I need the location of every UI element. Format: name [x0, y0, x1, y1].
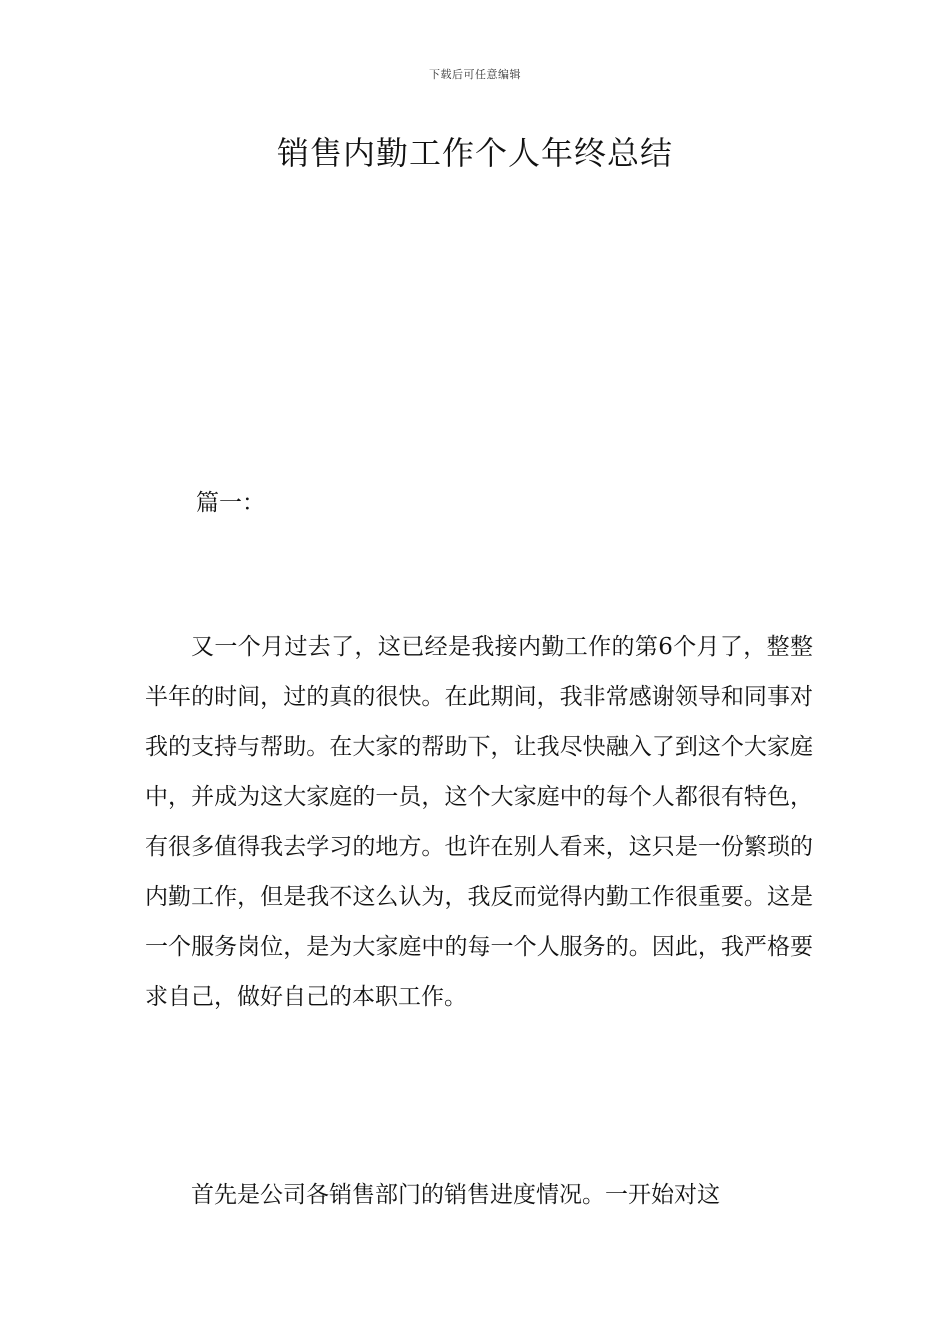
header-note: 下载后可任意编辑 — [429, 68, 521, 81]
section-heading: 篇一： — [196, 490, 265, 516]
document-title: 销售内勤工作个人年终总结 — [276, 134, 673, 172]
paragraph-2: 首先是公司各销售部门的销售进度情况。一开始对这 — [191, 1182, 720, 1208]
paragraph-1: 又一个月过去了，这已经是我接内勤工作的第6个月了，整整半年的时间，过的真的很快。在此期间，我非常感谢领导和同事对我的支持与帮助。在大家的帮助下，让我尽快融入了到这个大家庭中，并成为这大家庭的一员，这个大家庭中的每个人都很有特色，有很多值得我去学习的地方。也许在别人看来，这只是一份繁琐的内勤工作，但是我不这么认为，我反而觉得内勤工作很重要。这是一个服务岗位，是为大家庭中的每一个人服务的。因此，我严格要求自己，做好自己的本职工作。 — [145, 634, 813, 1010]
